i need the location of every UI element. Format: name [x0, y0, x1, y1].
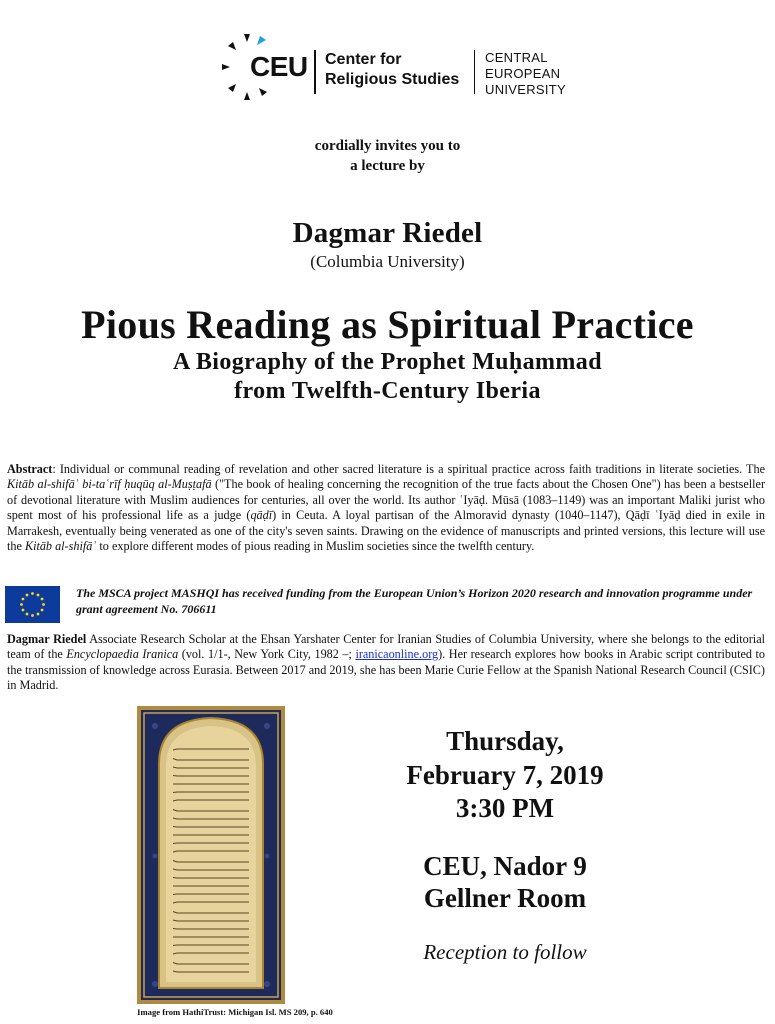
- eu-star-icon: [22, 609, 25, 612]
- manuscript-script-line: [173, 843, 249, 844]
- logo-ceu-text: CEU: [250, 51, 308, 82]
- university-name: [485, 50, 566, 98]
- speaker-name: Dagmar Riedel: [292, 217, 483, 249]
- event-reception: Reception to follow: [423, 940, 587, 964]
- center-name-line-2: Religious Studies: [325, 71, 460, 88]
- logo-divider: [314, 50, 316, 94]
- event-venue: CEU, Nador 9: [423, 851, 587, 881]
- speaker-affiliation: (Columbia University): [310, 252, 465, 271]
- lecture-subtitle-line-2: from Twelfth-Century Iberia: [234, 378, 541, 404]
- event-time: 3:30 PM: [455, 793, 555, 823]
- manuscript-script-line: [173, 878, 249, 879]
- invitation-line-1: cordially invites you to: [314, 138, 461, 154]
- speaker-bio: [7, 632, 765, 694]
- university-line-3: UNIVERSITY: [485, 82, 567, 97]
- eu-star-icon: [37, 594, 40, 597]
- eu-star-icon: [41, 598, 44, 601]
- abstract-paragraph: [7, 462, 765, 554]
- image-caption: Image from HathiTrust: Michigan Isl. MS 209, p. 640: [137, 1007, 333, 1017]
- bio-text-1: Associate Research Scholar at the Ehsan Yarshater Center for Iranian Studies of Columbia University, where she belongs to the editorial team of the: [7, 632, 765, 662]
- manuscript-script-line: [173, 792, 249, 793]
- abstract-text-4: to explore different modes of pious reading in Muslim societies since the twelfth century.: [96, 539, 535, 554]
- manuscript-script-line: [173, 894, 249, 895]
- abstract-book-short: Kitāb al-shifāʾ: [24, 539, 97, 554]
- eu-star-icon: [20, 603, 23, 606]
- abstract-book-title: Kitāb al-shifāʾ bi-taʿrīf ḥuqūq al-Muṣṭafā: [7, 477, 212, 492]
- abstract-label: Abstract: [7, 462, 53, 476]
- bio-text-2: (vol. 1/1-, New York City, 1982 –;: [178, 647, 356, 662]
- abstract-text-2: ("The book of healing concerning the recognition of the true facts about the Chosen One") has been a bestseller of devotional literature with Muslim audiences for centuries, all over the world. Its author ʿIyāḍ. Mūsā (1083–1149) was an important Maliki jurist who spent most of his professional life as a judge (: [7, 477, 765, 523]
- eu-star-icon: [37, 613, 40, 616]
- lecture-subtitle-line-1: A Biography of the Prophet Muḥammad: [173, 349, 602, 375]
- ceu-logo: [222, 30, 582, 106]
- eu-star-icon: [22, 598, 25, 601]
- center-name-line-1: Center for: [325, 51, 402, 68]
- abstract-qadi: qāḍī: [250, 508, 273, 523]
- eu-star-icon: [42, 603, 45, 606]
- manuscript-script-line: [173, 929, 249, 930]
- eu-star-icon: [41, 609, 44, 612]
- center-name: [325, 50, 459, 90]
- eu-star-icon: [31, 614, 34, 617]
- bio-encyclopedia: Encyclopaedia Iranica: [66, 647, 179, 662]
- manuscript-script-line: [173, 827, 249, 828]
- event-room: Gellner Room: [423, 883, 587, 913]
- accent-ray: [257, 36, 266, 45]
- event-date: February 7, 2019: [406, 760, 604, 790]
- university-line-1: CENTRAL: [485, 50, 548, 65]
- iranica-link[interactable]: iranicaonline.org: [355, 647, 439, 662]
- invitation-line-2: a lecture by: [350, 158, 425, 174]
- abstract-text-1: : Individual or communal reading of revelation and other sacred literature is a spiritual practice across faith traditions in literate societies. The: [52, 462, 765, 476]
- eu-star-icon: [26, 594, 29, 597]
- manuscript-script-line: [173, 776, 249, 777]
- abstract-text-3: ) in Ceuta. A loyal partisan of the Almoravid dynasty (1040–1147), Qāḍī ʿIyāḍ died in exile in Marrakesh, eventually being venerated as one of the city's seven saints. Drawing on the evidence of manuscripts and printed versions, this lecture will use the: [7, 508, 766, 554]
- funding-notice: The MSCA project MASHQI has received funding from the European Union’s Horizon 2020 research and innovation programme under grant agreement No. 706611: [76, 586, 753, 616]
- event-day: Thursday,: [446, 726, 564, 756]
- bio-text-3: ). Her research explores how books in Arabic script contributed to the transmission of knowledge across Eurasia. Between 2017 and 2019, she has been Marie Curie Fellow at the Spanish National Research Council (CSIC) in Madrid.: [7, 647, 765, 693]
- manuscript-image: [137, 706, 285, 1004]
- manuscript-script-line: [173, 945, 249, 946]
- university-line-2: EUROPEAN: [485, 66, 561, 81]
- eu-star-icon: [31, 592, 34, 595]
- eu-flag-icon: [5, 586, 60, 623]
- lecture-title: Pious Reading as Spiritual Practice: [81, 302, 694, 347]
- bio-name: Dagmar Riedel: [7, 632, 87, 646]
- logo-divider-2: [474, 50, 475, 94]
- eu-star-icon: [26, 613, 29, 616]
